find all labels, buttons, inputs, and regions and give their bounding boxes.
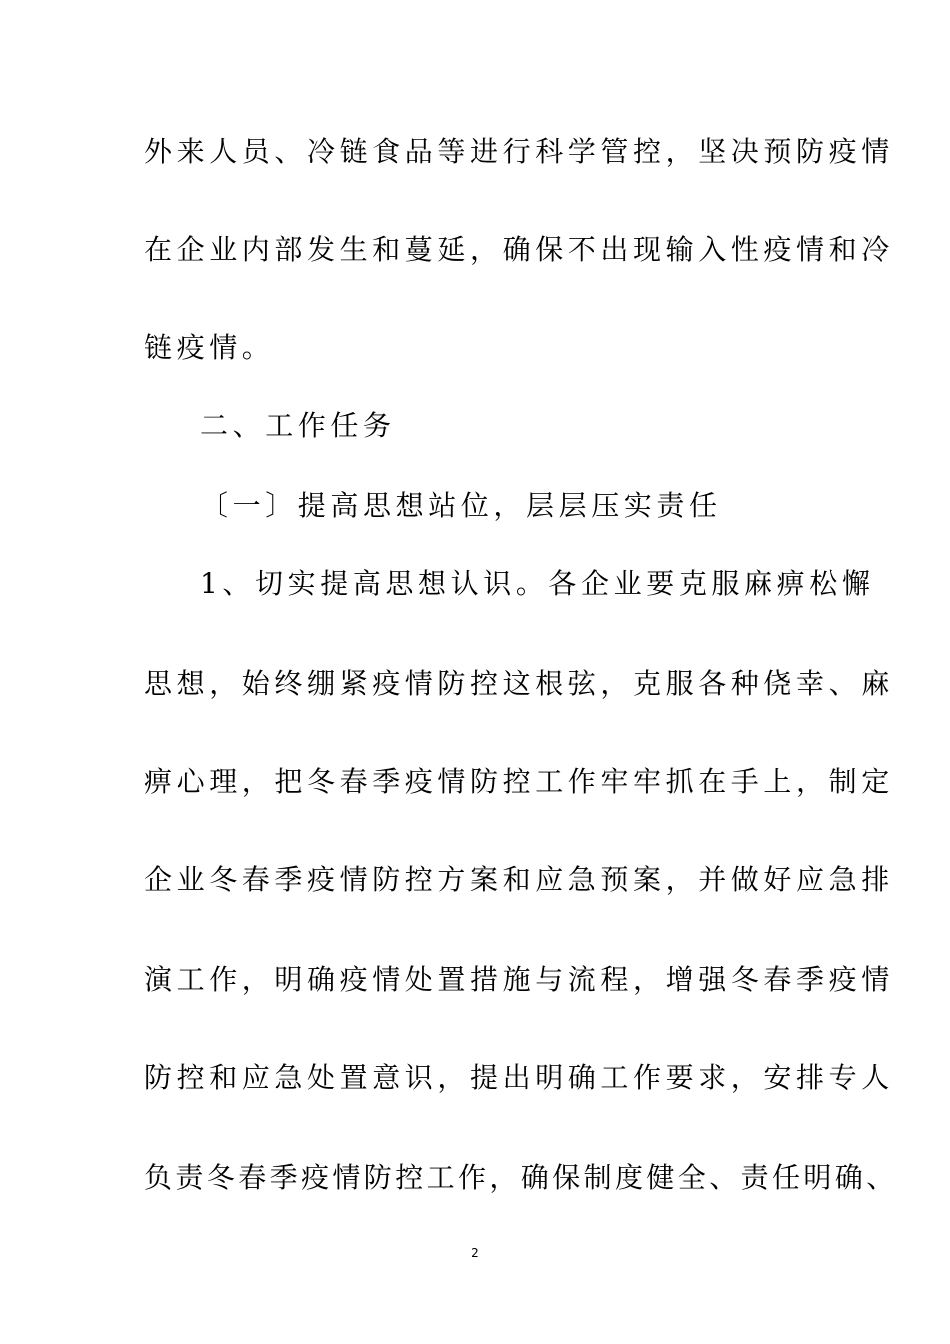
body-text-line: 演工作，明确疫情处置措施与流程，增强冬春季疫情: [144, 963, 894, 996]
body-text-line: 防控和应急处置意识，提出明确工作要求，安排专人: [144, 1061, 894, 1094]
page-number: 2: [471, 1246, 479, 1260]
body-text-line: 负责冬春季疫情防控工作，确保制度健全、责任明确、: [144, 1161, 898, 1194]
body-text-line: 在企业内部发生和蔓延，确保不出现输入性疫情和冷: [144, 233, 894, 266]
subsection-heading: 〔一〕提高思想站位，层层压实责任: [200, 489, 722, 522]
body-text-line: 思想，始终绷紧疫情防控这根弦，克服各种侥幸、麻: [144, 667, 894, 700]
body-text-line: 企业冬春季疫情防控方案和应急预案，并做好应急排: [144, 863, 894, 896]
body-text-line: 外来人员、冷链食品等进行科学管控，坚决预防疫情: [144, 135, 894, 168]
body-text-line: 链疫情。: [144, 331, 275, 364]
section-heading: 二、工作任务: [200, 409, 396, 442]
paragraph-first-line: 1、切实提高思想认识。各企业要克服麻痹松懈: [200, 567, 875, 600]
body-text-line: 痹心理，把冬春季疫情防控工作牢牢抓在手上，制定: [144, 765, 894, 798]
